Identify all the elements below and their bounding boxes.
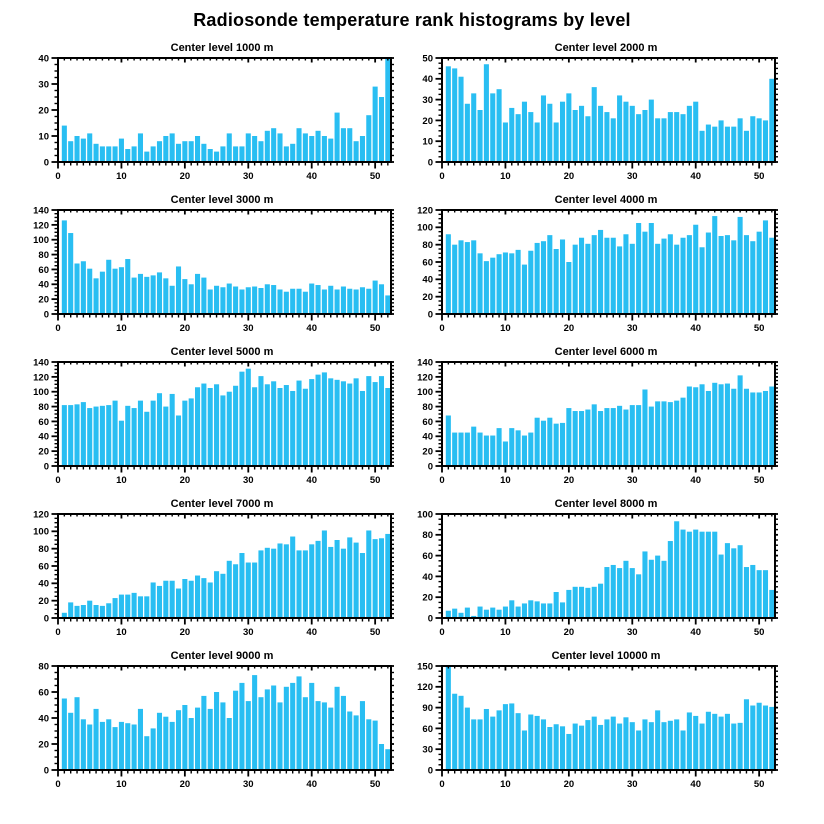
svg-text:20: 20 <box>563 779 575 790</box>
svg-text:50: 50 <box>422 55 433 65</box>
svg-text:40: 40 <box>306 323 317 334</box>
svg-text:120: 120 <box>417 682 433 694</box>
svg-text:0: 0 <box>427 461 433 473</box>
svg-text:0: 0 <box>427 309 433 321</box>
svg-text:50: 50 <box>369 779 381 790</box>
svg-text:60: 60 <box>38 264 49 276</box>
svg-text:80: 80 <box>422 401 433 413</box>
svg-text:120: 120 <box>417 372 433 384</box>
svg-text:30: 30 <box>38 79 49 91</box>
svg-text:20: 20 <box>563 323 575 334</box>
svg-text:10: 10 <box>116 171 127 182</box>
subplot-5000m <box>14 345 394 487</box>
svg-text:50: 50 <box>369 475 381 486</box>
subplot-title: Center level 4000 m <box>554 194 658 206</box>
svg-text:150: 150 <box>417 663 433 673</box>
svg-text:40: 40 <box>690 779 701 790</box>
subplot-title: Center level 2000 m <box>554 42 658 54</box>
bars <box>62 530 391 618</box>
subplot-8000m <box>398 497 778 639</box>
svg-text:40: 40 <box>690 627 701 638</box>
svg-text:60: 60 <box>422 551 433 562</box>
svg-text:30: 30 <box>627 323 638 334</box>
svg-text:10: 10 <box>500 475 511 486</box>
svg-text:20: 20 <box>179 627 191 638</box>
bars <box>446 64 775 162</box>
svg-text:100: 100 <box>33 526 49 538</box>
svg-text:80: 80 <box>38 544 49 556</box>
svg-text:140: 140 <box>417 359 433 369</box>
svg-text:90: 90 <box>422 703 433 714</box>
svg-text:10: 10 <box>500 779 511 790</box>
svg-text:40: 40 <box>38 431 49 443</box>
svg-text:100: 100 <box>417 222 433 234</box>
svg-text:100: 100 <box>417 511 433 521</box>
svg-text:0: 0 <box>55 323 61 334</box>
subplot-9000m <box>14 649 394 791</box>
svg-text:30: 30 <box>627 475 638 486</box>
svg-text:30: 30 <box>243 627 254 638</box>
svg-text:40: 40 <box>38 55 49 65</box>
svg-text:50: 50 <box>369 323 381 334</box>
svg-text:60: 60 <box>38 561 49 573</box>
svg-text:0: 0 <box>427 613 433 625</box>
chart-grid <box>0 41 824 791</box>
svg-text:30: 30 <box>243 171 254 182</box>
svg-text:0: 0 <box>55 779 61 790</box>
subplot-1000m <box>14 41 394 183</box>
svg-text:40: 40 <box>38 713 49 725</box>
svg-text:20: 20 <box>563 475 575 486</box>
svg-text:120: 120 <box>33 220 49 232</box>
svg-text:10: 10 <box>500 627 511 638</box>
svg-text:50: 50 <box>753 323 765 334</box>
svg-text:60: 60 <box>38 687 49 699</box>
svg-text:50: 50 <box>753 779 765 790</box>
svg-text:0: 0 <box>55 627 61 638</box>
subplot-4000m <box>398 193 778 335</box>
svg-text:20: 20 <box>563 627 575 638</box>
svg-text:40: 40 <box>422 274 433 286</box>
svg-text:50: 50 <box>369 627 381 638</box>
svg-text:20: 20 <box>422 446 433 458</box>
subplot-10000m <box>398 649 778 791</box>
svg-text:0: 0 <box>439 779 445 790</box>
svg-text:80: 80 <box>38 249 49 261</box>
bars <box>446 375 775 466</box>
svg-text:0: 0 <box>43 613 49 625</box>
subplot-title: Center level 10000 m <box>551 650 661 662</box>
subplot-title: Center level 7000 m <box>170 498 274 510</box>
svg-text:0: 0 <box>439 627 445 638</box>
svg-text:120: 120 <box>33 511 49 521</box>
svg-text:20: 20 <box>422 292 433 304</box>
svg-text:10: 10 <box>500 171 511 182</box>
svg-text:120: 120 <box>33 372 49 384</box>
histogram-6000m <box>398 359 778 487</box>
subplot-title: Center level 9000 m <box>170 650 274 662</box>
svg-text:60: 60 <box>422 723 433 735</box>
svg-text:100: 100 <box>417 387 433 399</box>
svg-text:50: 50 <box>369 171 381 182</box>
svg-text:0: 0 <box>43 461 49 473</box>
svg-text:20: 20 <box>38 596 49 608</box>
svg-text:20: 20 <box>38 105 49 117</box>
bars <box>62 675 391 770</box>
bars <box>446 521 775 618</box>
svg-text:60: 60 <box>38 416 49 428</box>
svg-text:120: 120 <box>417 207 433 217</box>
svg-text:10: 10 <box>422 136 433 148</box>
subplot-title: Center level 5000 m <box>170 346 274 358</box>
svg-text:10: 10 <box>38 131 49 143</box>
svg-text:10: 10 <box>116 627 127 638</box>
svg-text:0: 0 <box>43 765 49 777</box>
svg-text:10: 10 <box>116 779 127 790</box>
svg-text:80: 80 <box>38 401 49 413</box>
svg-text:60: 60 <box>422 416 433 428</box>
svg-text:0: 0 <box>43 309 49 321</box>
svg-text:0: 0 <box>43 157 49 169</box>
svg-text:20: 20 <box>422 592 433 604</box>
svg-text:30: 30 <box>243 475 254 486</box>
svg-text:20: 20 <box>422 115 433 127</box>
svg-text:50: 50 <box>753 171 765 182</box>
svg-text:80: 80 <box>422 240 433 252</box>
histogram-3000m <box>14 207 394 335</box>
histogram-1000m <box>14 55 394 183</box>
histogram-2000m <box>398 55 778 183</box>
svg-text:20: 20 <box>179 475 191 486</box>
svg-text:40: 40 <box>38 578 49 590</box>
histogram-8000m <box>398 511 778 639</box>
svg-text:40: 40 <box>422 74 433 86</box>
svg-text:10: 10 <box>116 323 127 334</box>
svg-text:50: 50 <box>753 475 765 486</box>
svg-text:140: 140 <box>33 207 49 217</box>
subplot-2000m <box>398 41 778 183</box>
svg-text:40: 40 <box>422 571 433 583</box>
bars <box>62 369 391 466</box>
svg-text:20: 20 <box>179 323 191 334</box>
subplot-title: Center level 3000 m <box>170 194 274 206</box>
bars <box>446 216 775 314</box>
svg-text:10: 10 <box>116 475 127 486</box>
svg-text:30: 30 <box>243 779 254 790</box>
svg-text:0: 0 <box>427 765 433 777</box>
svg-text:40: 40 <box>690 475 701 486</box>
svg-text:30: 30 <box>422 744 433 756</box>
svg-text:60: 60 <box>422 257 433 269</box>
svg-text:140: 140 <box>33 359 49 369</box>
svg-text:100: 100 <box>33 387 49 399</box>
svg-text:30: 30 <box>627 627 638 638</box>
svg-text:20: 20 <box>179 779 191 790</box>
svg-text:30: 30 <box>627 779 638 790</box>
histogram-4000m <box>398 207 778 335</box>
bars <box>62 220 391 314</box>
svg-text:0: 0 <box>427 157 433 169</box>
svg-text:40: 40 <box>38 279 49 291</box>
bars <box>446 666 775 770</box>
svg-text:20: 20 <box>179 171 191 182</box>
svg-text:10: 10 <box>500 323 511 334</box>
svg-text:40: 40 <box>306 171 317 182</box>
svg-text:20: 20 <box>38 294 49 306</box>
svg-text:20: 20 <box>563 171 575 182</box>
svg-text:40: 40 <box>306 779 317 790</box>
histogram-10000m <box>398 663 778 791</box>
subplot-title: Center level 8000 m <box>554 498 658 510</box>
svg-text:20: 20 <box>38 739 49 751</box>
subplot-title: Center level 6000 m <box>554 346 658 358</box>
svg-text:40: 40 <box>690 171 701 182</box>
histogram-5000m <box>14 359 394 487</box>
subplot-title: Center level 1000 m <box>170 42 274 54</box>
svg-text:50: 50 <box>753 627 765 638</box>
bars <box>62 58 391 162</box>
svg-text:30: 30 <box>243 323 254 334</box>
svg-text:0: 0 <box>55 171 61 182</box>
subplot-6000m <box>398 345 778 487</box>
svg-text:20: 20 <box>38 446 49 458</box>
svg-text:80: 80 <box>422 530 433 542</box>
svg-text:30: 30 <box>627 171 638 182</box>
svg-text:40: 40 <box>690 323 701 334</box>
svg-text:0: 0 <box>439 323 445 334</box>
svg-text:40: 40 <box>306 627 317 638</box>
svg-text:0: 0 <box>439 475 445 486</box>
subplot-7000m <box>14 497 394 639</box>
histogram-9000m <box>14 663 394 791</box>
svg-text:40: 40 <box>306 475 317 486</box>
svg-text:100: 100 <box>33 235 49 247</box>
svg-text:80: 80 <box>38 663 49 673</box>
svg-text:40: 40 <box>422 431 433 443</box>
subplot-3000m <box>14 193 394 335</box>
svg-text:0: 0 <box>55 475 61 486</box>
svg-text:30: 30 <box>422 95 433 106</box>
svg-text:0: 0 <box>439 171 445 182</box>
page-title: Radiosonde temperature rank histograms by level <box>193 10 631 30</box>
histogram-7000m <box>14 511 394 639</box>
